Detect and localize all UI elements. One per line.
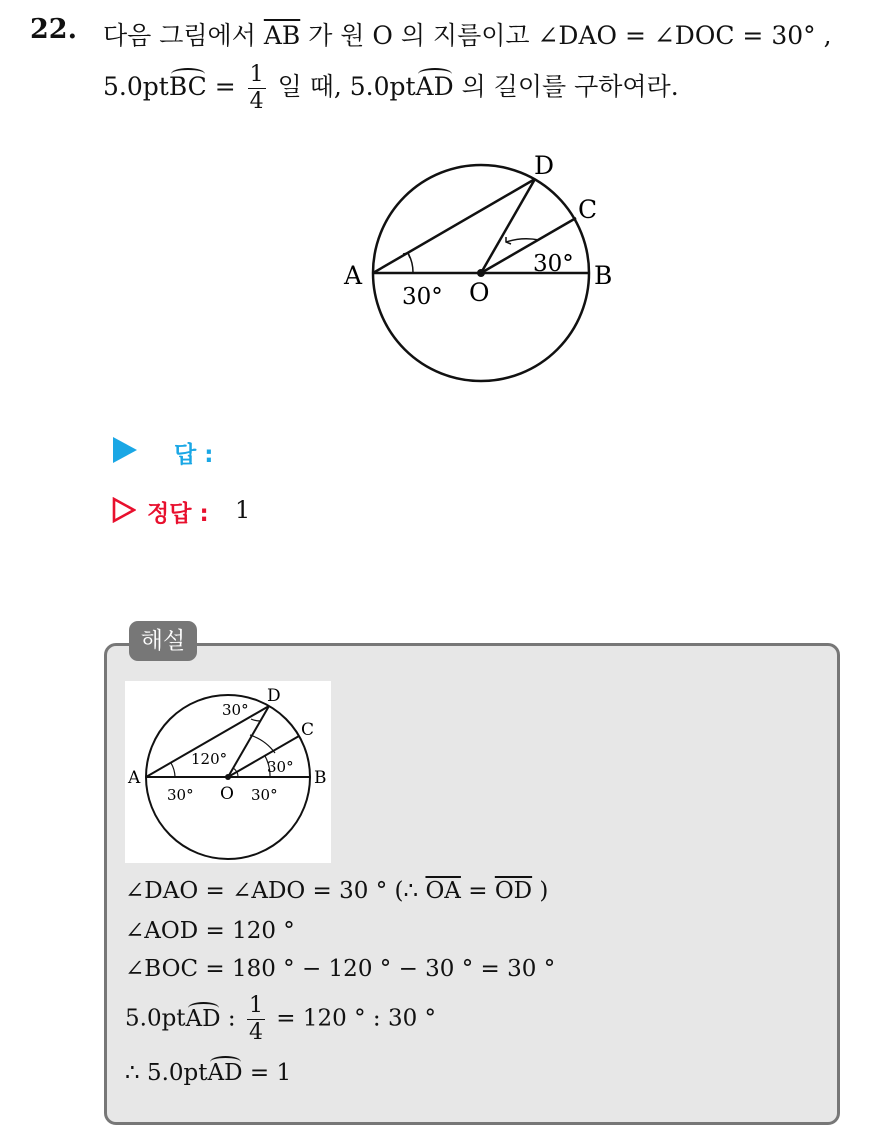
exp-angle-boc: 30° bbox=[251, 786, 278, 804]
exp-fraction bbox=[247, 995, 265, 1044]
correct-arrow-icon bbox=[112, 497, 136, 523]
exp-center bbox=[225, 774, 231, 780]
explanation-line-5 bbox=[125, 1060, 291, 1086]
explanation-tab: 해설 bbox=[129, 621, 197, 661]
exp-l5-prefix: ∴ 5.0pt bbox=[125, 1060, 208, 1086]
exp-l4-rest: = 120 ° : 30 ° bbox=[276, 1005, 437, 1032]
label-c: C bbox=[578, 195, 598, 224]
exp-angle-a: 30° bbox=[167, 786, 194, 804]
pt-prefix: 5.0pt bbox=[103, 72, 169, 101]
arc-ad: AD bbox=[415, 72, 454, 101]
exp-label-c: C bbox=[301, 720, 315, 740]
exp-label-o: O bbox=[220, 784, 234, 804]
chord-ad bbox=[373, 179, 535, 273]
correct-answer-label: 정답 : bbox=[147, 501, 209, 527]
label-o: O bbox=[469, 278, 490, 307]
exp-angle-d: 30° bbox=[222, 701, 249, 719]
exp-fraction-numerator: 1 bbox=[248, 993, 263, 1018]
exp-label-d: D bbox=[267, 686, 281, 706]
exp-arc-ad: AD bbox=[185, 1005, 221, 1032]
fraction-numerator: 1 bbox=[249, 62, 264, 87]
exp-l5-rest: = 1 bbox=[242, 1060, 292, 1086]
circle-figure bbox=[340, 148, 630, 388]
exp-label-b: B bbox=[314, 768, 327, 788]
segment-ab: $\overline{AB}$ bbox=[263, 21, 301, 50]
exp-l1-end: ) bbox=[532, 878, 549, 904]
question-text-4: 의 길이를 구하여라. bbox=[461, 72, 679, 101]
fraction-one-quarter bbox=[248, 64, 266, 113]
answer-arrow-icon bbox=[113, 437, 137, 463]
explanation-line-2: ∠AOD = 120 ° bbox=[125, 918, 295, 944]
explanation-figure bbox=[125, 681, 331, 863]
label-angle-a: 30° bbox=[402, 284, 443, 310]
explanation-line-1 bbox=[125, 878, 548, 904]
arc-bc: BC bbox=[168, 72, 207, 101]
exp-l4-prefix: 5.0pt bbox=[125, 1005, 186, 1032]
segment-oa: $\overline{OA}$ bbox=[425, 878, 461, 904]
label-a: A bbox=[344, 261, 363, 290]
label-b: B bbox=[594, 261, 613, 290]
exp-angle-doc: 30° bbox=[267, 758, 294, 776]
question-text-2: 가 원 O 의 지름이고 ∠DAO = ∠DOC = 30° , bbox=[308, 21, 832, 50]
question-text-3: 일 때, 5.0pt bbox=[277, 72, 416, 101]
radius-od bbox=[481, 179, 535, 273]
question-text-1: 다음 그림에서 bbox=[103, 21, 256, 50]
exp-l4-colon: : bbox=[220, 1005, 243, 1032]
question-line-2 bbox=[103, 64, 679, 113]
question-number: 22. bbox=[30, 14, 77, 45]
center-point bbox=[477, 269, 485, 277]
exp-label-a: A bbox=[128, 768, 141, 788]
explanation-line-4 bbox=[125, 995, 436, 1044]
exp-arc-ad-final: AD bbox=[207, 1060, 243, 1086]
answer-label: 답 : bbox=[174, 442, 214, 468]
explanation-line-3: ∠BOC = 180 ° − 120 ° − 30 ° = 30 ° bbox=[125, 956, 556, 982]
equals-sign: = bbox=[214, 72, 236, 101]
exp-l1-text: ∠DAO = ∠ADO = 30 ° (∴ bbox=[125, 878, 426, 904]
label-angle-o: 30° bbox=[533, 251, 574, 277]
label-d: D bbox=[534, 151, 555, 180]
exp-fraction-denominator: 4 bbox=[248, 1020, 263, 1045]
segment-od: $\overline{OD}$ bbox=[494, 878, 533, 904]
exp-l1-eq: = bbox=[460, 878, 495, 904]
correct-answer-value: 1 bbox=[235, 496, 251, 524]
question-line-1 bbox=[103, 16, 832, 52]
fraction-denominator: 4 bbox=[249, 89, 264, 114]
exp-angle-aod: 120° bbox=[191, 750, 228, 768]
